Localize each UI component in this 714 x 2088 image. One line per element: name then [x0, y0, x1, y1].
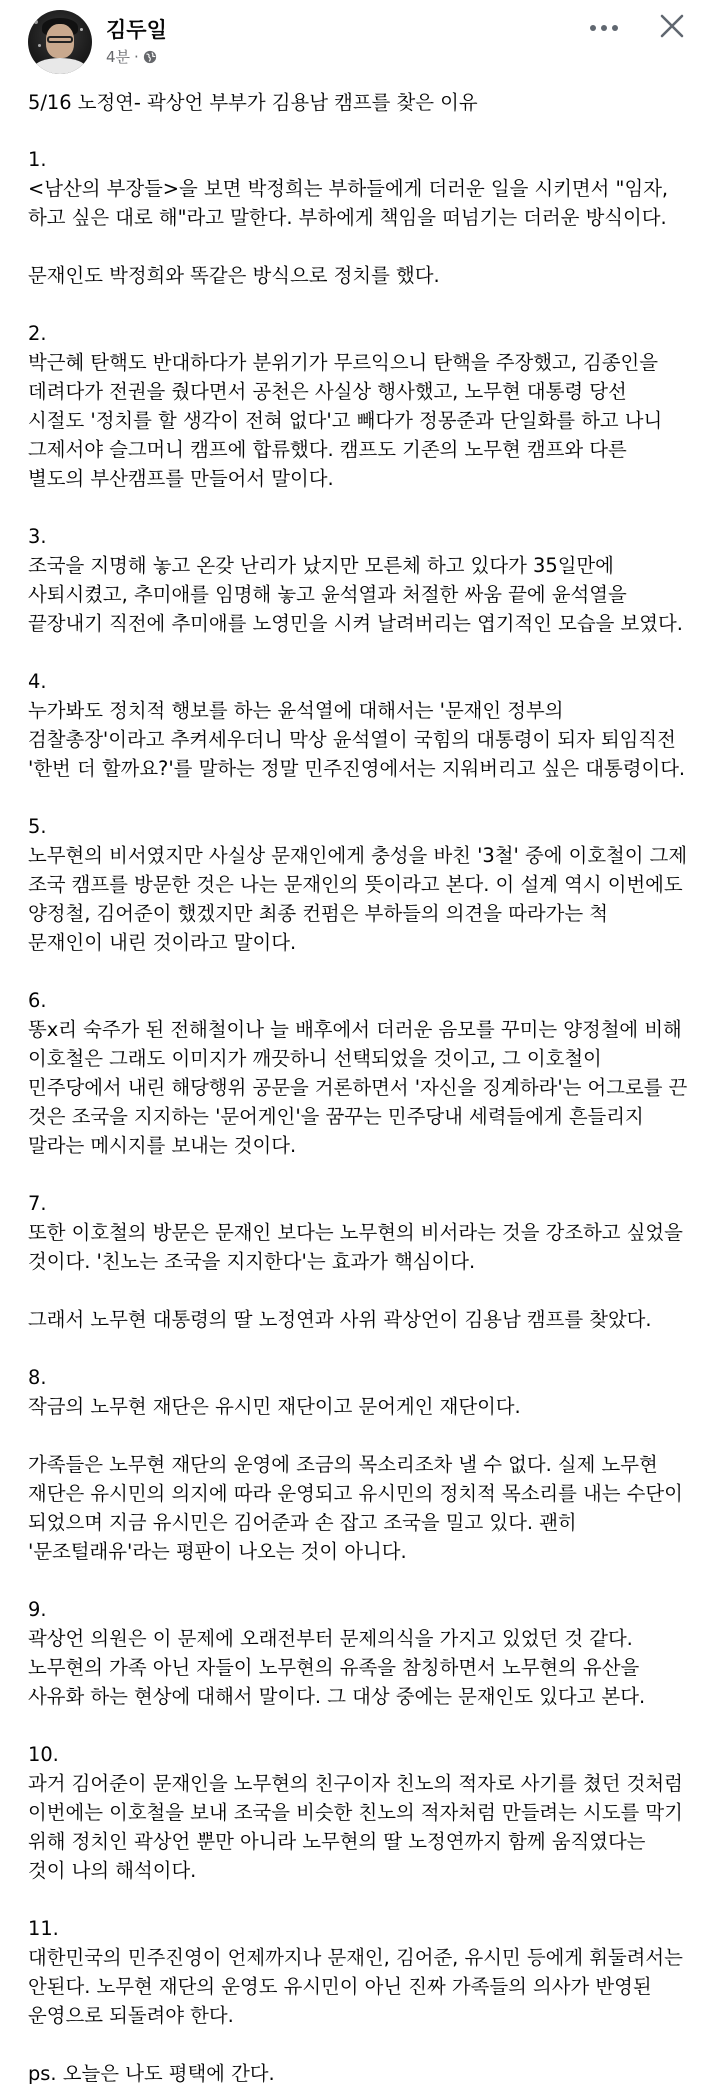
post-title: 5/16 노정연- 곽상언 부부가 김용남 캠프를 찾은 이유: [28, 91, 478, 114]
post-paragraph: 문재인도 박정희와 똑같은 방식으로 정치를 했다.: [28, 264, 440, 287]
more-options-button[interactable]: [584, 16, 624, 40]
post-paragraph: ps. 오늘은 나도 평택에 간다.: [28, 2062, 275, 2085]
post-paragraph: 그래서 노무현 대통령의 딸 노정연과 사위 곽상언이 김용남 캠프를 찾았다.: [28, 1308, 652, 1331]
author-name[interactable]: 김두일: [106, 18, 167, 42]
post-paragraph: 2. 박근혜 탄핵도 반대하다가 분위기가 무르익으니 탄핵을 주장했고, 김종인을 데려다가 전권을 줬다면서 공천은 사실상 행사했고, 노무현 대통령 당선 시절도 '정치를 할 생각이 전혀 없다'고 빼다가 정몽준과 단일화를 하고 나니 그제서야 슬그머니 캠프에 합류했다. 캠프도 기존의 노무현 캠프와 다른 별도의 부산캠프를 만들어서 말이다.: [28, 322, 663, 490]
post-paragraph: 8. 작금의 노무현 재단은 유시민 재단이고 문어게인 재단이다.: [28, 1366, 521, 1418]
post-paragraph: 7. 또한 이호철의 방문은 문재인 보다는 노무현의 비서라는 것을 강조하고 싶었을 것이다. '친노는 조국을 지지한다'는 효과가 핵심이다.: [28, 1192, 683, 1273]
post-paragraph: 1. <남산의 부장들>을 보면 박정희는 부하들에게 더러운 일을 시키면서 "임자, 하고 싶은 대로 해"라고 말한다. 부하에게 책임을 떠넘기는 더러운 방식이다.: [28, 148, 669, 229]
globe-icon: [143, 50, 157, 64]
post-header: [0, 0, 714, 84]
post-paragraph: 9. 곽상언 의원은 이 문제에 오래전부터 문제의식을 가지고 있었던 것 같다. 노무현의 가족 아닌 자들이 노무현의 유족을 참칭하면서 노무현의 유산을 사유화 하는 현상에 대해서 말이다. 그 대상 중에는 문재인도 있다고 본다.: [28, 1598, 646, 1708]
post-paragraph: 5. 노무현의 비서였지만 사실상 문재인에게 충성을 바친 '3철' 중에 이호철이 그제 조국 캠프를 방문한 것은 나는 문재인의 뜻이라고 본다. 이 설계 역시 이번에도 양정철, 김어준이 했겠지만 최종 컨펌은 부하들의 의견을 따라가는 척 문재인이 내린 것이라고 말이다.: [28, 815, 688, 954]
post-paragraph: 4. 누가봐도 정치적 행보를 하는 윤석열에 대해서는 '문재인 정부의 검찰총장'이라고 추켜세우더니 막상 윤석열이 국힘의 대통령이 되자 퇴임직전 '한번 더 할까요?'를 말하는 정말 민주진영에서는 지워버리고 싶은 대통령이다.: [28, 670, 686, 780]
close-icon: [662, 16, 682, 36]
avatar[interactable]: [28, 10, 92, 74]
post-paragraph: 6. 똥x리 숙주가 된 전해철이나 늘 배후에서 더러운 음모를 꾸미는 양정철에 비해 이호철은 그래도 이미지가 깨끗하니 선택되었을 것이고, 그 이호철이 민주당에서 내린 해당행위 공문을 거론하면서 '자신을 징계하라'는 어그로를 끈 것은 조국을 지지하는 '문어게인'을 꿈꾸는 민주당내 세력들에게 흔들리지 말라는 메시지를 보내는 것이다.: [28, 989, 688, 1157]
more-options-icon: [590, 25, 596, 31]
post-body: [28, 84, 688, 2088]
meta-separator: ·: [134, 47, 139, 66]
post-time[interactable]: 4분: [106, 48, 131, 66]
post-paragraph: 11. 대한민국의 민주진영이 언제까지나 문재인, 김어준, 유시민 등에게 휘둘려서는 안된다. 노무현 재단의 운영도 유시민이 아닌 진짜 가족들의 의사가 반영된 운영으로 되돌려야 한다.: [28, 1917, 683, 2027]
post-meta: [106, 46, 157, 67]
post-paragraph: 10. 과거 김어준이 문재인을 노무현의 친구이자 친노의 적자로 사기를 쳤던 것처럼 이번에는 이호철을 보내 조국을 비슷한 친노의 적자처럼 만들려는 시도를 막기 위해 정치인 곽상언 뿐만 아니라 노무현의 딸 노정연까지 함께 움직였다는 것이 나의 해석이다.: [28, 1743, 683, 1882]
post-paragraph: 3. 조국을 지명해 놓고 온갖 난리가 났지만 모른체 하고 있다가 35일만에 사퇴시켰고, 추미애를 임명해 놓고 윤석열과 처절한 싸움 끝에 윤석열을 끝장내기 직전에 추미애를 노영민을 시켜 날려버리는 엽기적인 모습을 보였다.: [28, 525, 683, 635]
close-button[interactable]: [656, 10, 688, 42]
post-paragraph: 가족들은 노무현 재단의 운영에 조금의 목소리조차 낼 수 없다. 실제 노무현 재단은 유시민의 의지에 따라 운영되고 유시민의 정치적 목소리를 내는 수단이 되었으며 지금 유시민은 김어준과 손 잡고 조국을 밀고 있다. 괜히 '문조털래유'라는 평판이 나오는 것이 아니다.: [28, 1453, 690, 1563]
